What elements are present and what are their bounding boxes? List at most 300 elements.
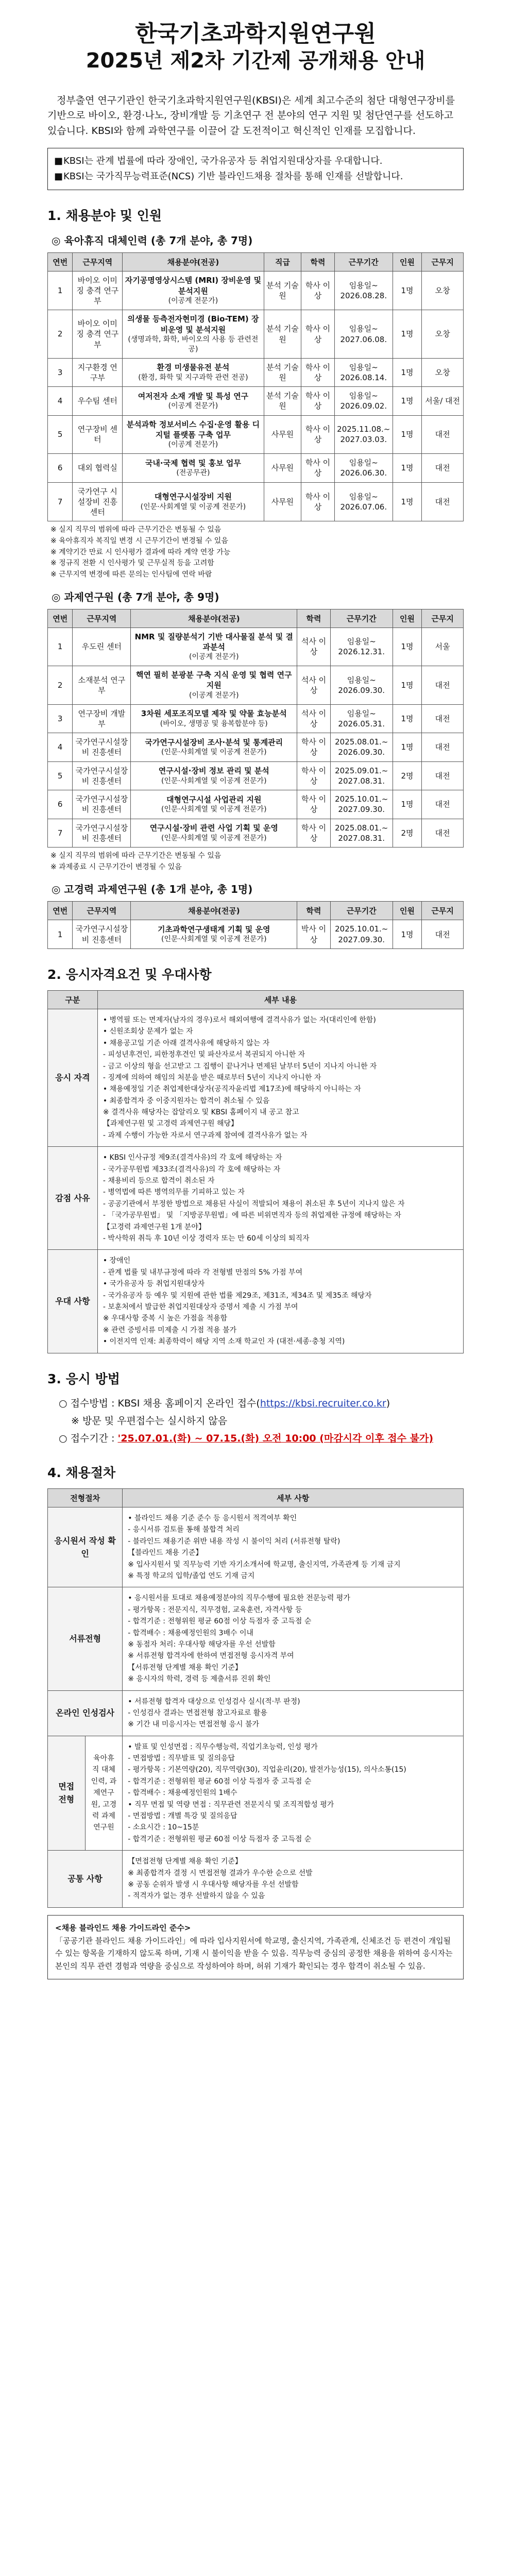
detail-line: - 적격자가 없는 경우 선발하지 않을 수 있음 bbox=[128, 1892, 265, 1901]
detail-line: • 서류전형 합격자 대상으로 인성검사 실시(적·부 판정) bbox=[128, 1697, 300, 1706]
section1-sub2: ◎ 과제연구원 (총 7개 분야, 총 9명) bbox=[52, 590, 219, 603]
headcount: 2명 bbox=[393, 819, 421, 848]
detail-line: - 「국가공무원법」 및 「지방공무원법」에 따른 비위면직자 등의 취업제한 규정에 해당하는 자 bbox=[103, 1211, 401, 1220]
guide-body: 「공공기관 블라인드 채용 가이드라인」에 따라 입사지원서에 학교명, 출신지역, 가족관계, 신체조건 등 편견이 개입될 수 있는 항목을 기재하지 않도록 하며, 기재 시 불이익을 받을 수 있음. 직무능력 중심의 공정한 채용을 위하여 응시자는 본인의 직무 관련 경험과 역량을 중심으로 작성하여야 하며, 허위 기재가 확인되는 경우 합격이 취소될 수 있음. bbox=[55, 1936, 453, 1971]
table-row bbox=[48, 482, 464, 521]
table-row bbox=[48, 761, 464, 790]
table-row bbox=[48, 271, 464, 310]
notice-box bbox=[47, 148, 464, 190]
detail-line: - 징계에 의하여 해임의 처분을 받은 때로부터 5년이 지나지 아니한 자 bbox=[103, 1073, 321, 1082]
footnote: ※ 과제종료 시 근무기간이 변경될 수 있음 bbox=[50, 862, 182, 871]
detail-line: ※ 우대사항 중복 시 높은 가점을 적용함 bbox=[103, 1314, 228, 1323]
detail-line: • 채용예정일 기준 취업제한대상자(공직자윤리법 제17조)에 해당하지 아니하는 자 bbox=[103, 1085, 361, 1094]
job-grade: 분석 기술원 bbox=[264, 310, 301, 358]
detail-line: 【과제연구원 및 고경력 과제연구원 해당】 bbox=[103, 1120, 239, 1128]
col-header: 채용분야(전공) bbox=[123, 252, 264, 271]
detail-line: ※ 최종합격자 결정 시 면접전형 결과가 우수한 순으로 선발 bbox=[128, 1869, 313, 1877]
work-period: 임용일~ 2026.09.30. bbox=[330, 666, 393, 704]
col-header: 근무지역 bbox=[73, 902, 131, 920]
detail-line: - 국가유공자 등 예우 및 지원에 관한 법률 제29조, 제31조, 제34조 및 제35조 해당자 bbox=[103, 1291, 372, 1300]
col-header: 직급 bbox=[264, 252, 301, 271]
work-unit: 대외 협력실 bbox=[73, 454, 123, 483]
work-period: 임용일~ 2026.07.06. bbox=[334, 482, 393, 521]
detail-line: - 박사학위 취득 후 10년 이상 경력자 또는 만 60세 이상의 퇴직자 bbox=[103, 1234, 310, 1243]
detail-line: - 인성검사 결과는 면접전형 참고자료로 활용 bbox=[128, 1708, 267, 1717]
col-header: 연번 bbox=[48, 902, 73, 920]
guide-title: <채용 블라인드 채용 가이드라인 준수> bbox=[55, 1923, 191, 1933]
job-title: 분석과학 정보서비스 수집·운영 활용 디지털 플랫폼 구축 업무 bbox=[126, 419, 260, 439]
stage-detail bbox=[123, 1851, 464, 1908]
application-method bbox=[59, 1395, 464, 1448]
stage-sublabel: 육아휴직 대체인력, 과제연구원, 고경력 과제 연구원 bbox=[85, 1736, 123, 1851]
detail-line: - 채용비리 등으로 합격이 취소된 자 bbox=[103, 1177, 215, 1185]
job-major: (인문·사회계열 및 이공계 전문가) bbox=[161, 776, 267, 785]
col-header: 근무기간 bbox=[330, 609, 393, 628]
work-unit: 국가연구 시설장비 진흥센터 bbox=[73, 482, 123, 521]
work-period: 임용일~ 2026.06.30. bbox=[334, 454, 393, 483]
row-number: 5 bbox=[48, 415, 73, 453]
detail-line: • 블라인드 채용 기준 준수 등 응시원서 적격여부 확인 bbox=[128, 1514, 297, 1523]
table-row bbox=[48, 387, 464, 416]
job-title: NMR 및 질량분석기 기반 대사물질 분석 및 결과분석 bbox=[134, 632, 293, 652]
section2-heading: 2. 응시자격요건 및 우대사항 bbox=[47, 967, 212, 982]
location: 대전 bbox=[422, 920, 464, 949]
table-row bbox=[48, 628, 464, 666]
job-major: (바이오, 생명공 및 융복합분야 등) bbox=[160, 719, 268, 728]
detail-line: 【면접전형 단계별 채용 확인 기준】 bbox=[128, 1857, 242, 1866]
detail-line: 【고경력 과제연구원 1개 분야】 bbox=[103, 1223, 206, 1231]
section3-heading: 3. 응시 방법 bbox=[47, 1371, 120, 1386]
detail-line: ※ 입사지원서 및 직무능력 기반 자기소개서에 학교명, 출신지역, 가족관계 등 기재 금지 bbox=[128, 1560, 401, 1569]
notice-item: ■KBSI는 관계 법률에 따라 장애인, 국가유공자 등 취업지원대상자를 우대합니다. bbox=[54, 154, 457, 169]
education: 학사 이상 bbox=[297, 790, 331, 819]
work-unit: 소재분석 연구부 bbox=[73, 666, 131, 704]
education: 학사 이상 bbox=[301, 310, 335, 358]
col-header: 학력 bbox=[297, 609, 331, 628]
footnote: ※ 육아휴직자 복직일 변경 시 근무기간이 변경될 수 있음 bbox=[50, 537, 228, 546]
location: 서울/ 대전 bbox=[422, 387, 464, 416]
parental-leave-table bbox=[47, 252, 464, 522]
job-grade: 분석 기술원 bbox=[264, 358, 301, 387]
detail-line: - 평가항목 : 전문지식, 직무경험, 교육훈련, 자격사항 등 bbox=[128, 1605, 302, 1614]
row-number: 3 bbox=[48, 704, 73, 733]
detail-line: • 채용공고일 기준 아래 결격사유에 해당하지 않는 자 bbox=[103, 1039, 270, 1047]
detail-line: - 관계 법률 및 내부규정에 따라 각 전형별 만점의 5% 가점 부여 bbox=[103, 1268, 303, 1277]
detail-line: • 응시원서를 토대로 채용예정분야의 직무수행에 필요한 전문능력 평가 bbox=[128, 1594, 350, 1603]
detail-line: - 응시서류 검토를 통해 불합격 처리 bbox=[128, 1526, 240, 1534]
job-field bbox=[131, 790, 297, 819]
col-header: 세부 사항 bbox=[123, 1489, 464, 1507]
work-period: 임용일~ 2026.08.28. bbox=[334, 271, 393, 310]
row-detail bbox=[97, 1009, 463, 1146]
detail-line: - 블라인드 채용기준 위반 내용 작성 시 불이익 처리 (서류전형 탈락) bbox=[128, 1537, 340, 1546]
location: 대전 bbox=[422, 761, 464, 790]
location: 대전 bbox=[422, 704, 464, 733]
row-number: 7 bbox=[48, 482, 73, 521]
job-title: 의생물 등측전자현미경 (Bio-TEM) 장비운영 및 분석지원 bbox=[127, 314, 259, 334]
job-grade: 분석 기술원 bbox=[264, 387, 301, 416]
work-period: 임용일~ 2026.08.14. bbox=[334, 358, 393, 387]
row-number: 2 bbox=[48, 666, 73, 704]
job-major: (이공계 전문가) bbox=[168, 402, 218, 411]
work-period: 임용일~ 2026.05.31. bbox=[330, 704, 393, 733]
job-grade: 사무원 bbox=[264, 482, 301, 521]
row-label: 우대 사항 bbox=[48, 1250, 98, 1353]
col-header: 구분 bbox=[48, 990, 98, 1009]
col-header: 근무지역 bbox=[73, 252, 123, 271]
education: 학사 이상 bbox=[297, 733, 331, 762]
table-row bbox=[48, 704, 464, 733]
work-period: 2025.11.08.~ 2027.03.03. bbox=[334, 415, 393, 453]
job-field bbox=[131, 628, 297, 666]
row-number: 6 bbox=[48, 454, 73, 483]
stage-detail bbox=[123, 1507, 464, 1587]
detail-line: ※ 서류전형 합격자에 한하여 면접전형 응시자격 부여 bbox=[128, 1652, 294, 1660]
location: 오창 bbox=[422, 310, 464, 358]
job-field bbox=[131, 920, 297, 949]
job-title: 국가연구시설장비 조사·분석 및 통계관리 bbox=[145, 737, 283, 747]
work-period: 2025.08.01.~ 2027.08.31. bbox=[330, 819, 393, 848]
row-number: 1 bbox=[48, 271, 73, 310]
apply-method-line: ○ 접수방법 : KBSI 채용 홈페이지 온라인 접수(https://kbsi.recruiter.co.kr) bbox=[59, 1397, 390, 1409]
footnote: ※ 근무지역 변경에 따른 문의는 인사팀에 연락 바람 bbox=[50, 570, 212, 579]
job-major: (이공계 전문가) bbox=[189, 691, 239, 700]
job-title: 국내·국제 협력 및 홍보 업무 bbox=[145, 458, 241, 468]
work-period: 2025.09.01.~ 2027.08.31. bbox=[330, 761, 393, 790]
headcount: 2명 bbox=[393, 761, 421, 790]
work-unit: 국가연구시설장비 진흥센터 bbox=[73, 761, 131, 790]
headcount: 1명 bbox=[393, 310, 421, 358]
recruit-site-link[interactable]: https://kbsi.recruiter.co.kr bbox=[260, 1397, 386, 1409]
qualification-table bbox=[47, 990, 464, 1353]
row-number: 4 bbox=[48, 387, 73, 416]
job-title: 여저전자 소재 개발 및 특성 연구 bbox=[138, 391, 249, 401]
work-unit: 바이오 이미징 충격 연구부 bbox=[73, 310, 123, 358]
detail-line: - 면접방법 : 직무발표 및 질의응답 bbox=[128, 1754, 235, 1763]
job-field bbox=[123, 454, 264, 483]
job-field bbox=[131, 819, 297, 848]
job-title: 기초과학연구생태계 기획 및 운영 bbox=[158, 925, 270, 935]
job-major: (전공무관) bbox=[176, 469, 210, 478]
job-title: 대형연구시설장비 지원 bbox=[154, 492, 232, 502]
headcount: 1명 bbox=[393, 358, 421, 387]
notice-item: ■KBSI는 국가직무능력표준(NCS) 기반 블라인드채용 절차를 통해 인재를 선발합니다. bbox=[54, 169, 457, 184]
job-field bbox=[123, 415, 264, 453]
education: 학사 이상 bbox=[301, 482, 335, 521]
job-title: 환경 미생물유전 분석 bbox=[157, 363, 230, 372]
education: 석사 이상 bbox=[297, 628, 331, 666]
col-header: 전형절차 bbox=[48, 1489, 123, 1507]
page-subtitle: 2025년 제2차 기간제 공개채용 안내 bbox=[86, 49, 425, 73]
row-label: 응시 자격 bbox=[48, 1009, 98, 1146]
detail-line: • 병역필 또는 면제자(남자의 경우)로서 해외여행에 결격사유가 없는 자(대리인에 한함) bbox=[103, 1015, 376, 1024]
job-grade: 사무원 bbox=[264, 415, 301, 453]
detail-line: • 이전지역 인재: 최종학력이 해당 지역 소재 학교인 자 (대전·세종·충청 지역) bbox=[103, 1337, 345, 1346]
detail-line: - 평가항목 : 기본역량(20), 직무역량(30), 직업윤리(20), 발전가능성(15), 의사소통(15) bbox=[128, 1766, 406, 1774]
work-period: 임용일~ 2027.06.08. bbox=[334, 310, 393, 358]
table1-notes bbox=[50, 524, 464, 580]
detail-line: - 국가공무원법 제33조(결격사유)의 각 호에 해당하는 자 bbox=[103, 1165, 281, 1174]
education: 학사 이상 bbox=[301, 358, 335, 387]
job-title: 대형연구시설 사업관리 지원 bbox=[166, 794, 262, 804]
col-header: 인원 bbox=[393, 609, 421, 628]
job-title: 연구시설·장비 정보 관리 및 분석 bbox=[158, 766, 269, 776]
education: 학사 이상 bbox=[301, 415, 335, 453]
job-field bbox=[131, 704, 297, 733]
table-row bbox=[48, 1690, 464, 1736]
footnote: ※ 정규직 전환 시 인사평가 및 근무실적 등을 고려함 bbox=[50, 559, 214, 568]
col-header: 인원 bbox=[393, 252, 421, 271]
work-period: 2025.08.01.~ 2026.09.30. bbox=[330, 733, 393, 762]
table2-notes bbox=[50, 851, 464, 873]
headcount: 1명 bbox=[393, 628, 421, 666]
work-period: 2025.10.01.~ 2027.09.30. bbox=[330, 790, 393, 819]
detail-line: ※ 공동 순위자 발생 시 우대사항 해당자를 우선 선발함 bbox=[128, 1880, 299, 1889]
location: 대전 bbox=[422, 733, 464, 762]
education: 석사 이상 bbox=[297, 666, 331, 704]
col-header: 세부 내용 bbox=[97, 990, 463, 1009]
location: 대전 bbox=[422, 454, 464, 483]
square-bullet-icon: ■ bbox=[54, 156, 63, 167]
location: 대전 bbox=[422, 819, 464, 848]
location: 대전 bbox=[422, 482, 464, 521]
row-number: 5 bbox=[48, 761, 73, 790]
work-period: 임용일~ 2026.12.31. bbox=[330, 628, 393, 666]
table-row bbox=[48, 1250, 464, 1353]
stage-detail bbox=[123, 1690, 464, 1736]
headcount: 1명 bbox=[393, 454, 421, 483]
row-label: 감점 사유 bbox=[48, 1147, 98, 1250]
education: 학사 이상 bbox=[297, 761, 331, 790]
table-row bbox=[48, 1507, 464, 1587]
row-detail bbox=[97, 1250, 463, 1353]
table-row bbox=[48, 1147, 464, 1250]
section1-sub1: ◎ 육아휴직 대체인력 (총 7개 분야, 총 7명) bbox=[52, 234, 253, 247]
detail-line: - 병역법에 따른 병역의무를 기피하고 있는 자 bbox=[103, 1188, 245, 1197]
apply-note-line: ※ 방문 및 우편접수는 실시하지 않음 bbox=[71, 1415, 228, 1427]
job-field bbox=[123, 387, 264, 416]
intro-paragraph: 정부출연 연구기관인 한국기초과학지원연구원(KBSI)은 세계 최고수준의 첨단 대형연구장비를 기반으로 바이오, 환경·나노, 장비개발 등 기초연구 전 분야의 연구 지원 및 첨단연구를 선도하고 있습니다. KBSI와 함께 과학연구를 이끌어 갈 도전적이고 혁신적인 인재를 모집합니다. bbox=[47, 95, 455, 137]
table-row bbox=[48, 310, 464, 358]
job-major: (이공계 전문가) bbox=[168, 440, 218, 449]
col-header: 근무기간 bbox=[334, 252, 393, 271]
job-major: (환경, 화학 및 지구과학 관련 전공) bbox=[138, 373, 248, 382]
col-header: 채용분야(전공) bbox=[131, 609, 297, 628]
headcount: 1명 bbox=[393, 920, 421, 949]
work-unit: 국가연구시설장비 진흥센터 bbox=[73, 733, 131, 762]
row-number: 1 bbox=[48, 920, 73, 949]
education: 학사 이상 bbox=[301, 454, 335, 483]
detail-line: - 금고 이상의 형을 선고받고 그 집행이 끝나거나 면제된 날부터 5년이 지나지 아니한 자 bbox=[103, 1062, 377, 1071]
detail-line: - 피성년후견인, 피한정후견인 및 파산자로서 복권되지 아니한 자 bbox=[103, 1050, 305, 1059]
headcount: 1명 bbox=[393, 415, 421, 453]
table-row bbox=[48, 1587, 464, 1690]
col-header: 근무지 bbox=[422, 609, 464, 628]
job-field bbox=[131, 733, 297, 762]
table-row bbox=[48, 415, 464, 453]
location: 대전 bbox=[422, 790, 464, 819]
detail-line: - 면접방법 : 개별 특강 및 질의응답 bbox=[128, 1812, 237, 1821]
detail-line: • KBSI 인사규정 제9조(결격사유)의 각 호에 해당하는 자 bbox=[103, 1154, 282, 1162]
table-row bbox=[48, 819, 464, 848]
table-row bbox=[48, 666, 464, 704]
education: 석사 이상 bbox=[297, 704, 331, 733]
job-field bbox=[123, 271, 264, 310]
footnote: ※ 계약기간 만료 시 인사평가 결과에 따라 계약 연장 가능 bbox=[50, 548, 231, 556]
table-row bbox=[48, 790, 464, 819]
detail-line: ※ 기간 내 미응시자는 면접전형 응시 불가 bbox=[128, 1720, 260, 1729]
col-header: 인원 bbox=[393, 902, 421, 920]
procedure-table bbox=[47, 1488, 464, 1908]
job-major: (인문·사회계열 및 이공계 전문가) bbox=[161, 834, 267, 842]
work-period: 2025.10.01.~ 2027.09.30. bbox=[330, 920, 393, 949]
col-header: 근무기간 bbox=[330, 902, 393, 920]
detail-line: • 최종합격자 중 이중지원자는 합격이 취소될 수 있음 bbox=[103, 1096, 270, 1105]
headcount: 1명 bbox=[393, 482, 421, 521]
blind-hiring-guide bbox=[47, 1915, 464, 1979]
stage-detail bbox=[123, 1736, 464, 1851]
work-period: 임용일~ 2026.09.02. bbox=[334, 387, 393, 416]
footnote: ※ 실지 직무의 범위에 따라 근무기간은 변동될 수 있음 bbox=[50, 852, 222, 860]
section1-sub3: ◎ 고경력 과제연구원 (총 1개 분야, 총 1명) bbox=[52, 883, 253, 896]
work-unit: 우도린 센터 bbox=[73, 628, 131, 666]
row-number: 2 bbox=[48, 310, 73, 358]
job-field bbox=[123, 358, 264, 387]
stage-label: 면접 전형 bbox=[48, 1736, 86, 1851]
job-title: 연구시설·장비 관련 사업 기획 및 운영 bbox=[149, 823, 278, 833]
job-field bbox=[131, 666, 297, 704]
job-major: (인문·사회계열 및 이공계 전문가) bbox=[161, 935, 267, 944]
row-number: 6 bbox=[48, 790, 73, 819]
senior-researcher-table bbox=[47, 901, 464, 949]
col-header: 학력 bbox=[301, 252, 335, 271]
detail-line: - 공공기관에서 부정한 방법으로 채용된 사실이 적발되어 채용이 취소된 후 5년이 지나지 않은 자 bbox=[103, 1199, 405, 1208]
table-row bbox=[48, 1851, 464, 1908]
education: 학사 이상 bbox=[297, 819, 331, 848]
headcount: 1명 bbox=[393, 666, 421, 704]
education: 학사 이상 bbox=[301, 271, 335, 310]
col-header: 근무지역 bbox=[73, 609, 131, 628]
detail-line: ※ 특정 학교의 입학/졸업 연도 기재 금지 bbox=[128, 1572, 255, 1581]
work-unit: 지구환경 연구부 bbox=[73, 358, 123, 387]
detail-line: - 보훈처에서 발급한 취업지원대상자 증명서 제출 시 가점 부여 bbox=[103, 1302, 298, 1311]
location: 오창 bbox=[422, 271, 464, 310]
detail-line: ※ 결격사유 해당자는 잡알리오 및 KBSI 홈페이지 내 공고 참고 bbox=[103, 1108, 299, 1117]
job-field bbox=[123, 482, 264, 521]
col-header: 연번 bbox=[48, 252, 73, 271]
detail-line: 【서류전형 단계별 채용 확인 기준】 bbox=[128, 1663, 242, 1672]
col-header: 근무지 bbox=[422, 252, 464, 271]
detail-line: • 신원조회상 문제가 없는 자 bbox=[103, 1027, 193, 1036]
table-row bbox=[48, 358, 464, 387]
job-field bbox=[123, 310, 264, 358]
detail-line: • 직무 면접 및 역량 면접 : 직무관련 전문지식 및 조직적합성 평가 bbox=[128, 1800, 334, 1809]
apply-period-value: '25.07.01.(화) ~ 07.15.(화) 오전 10:00 (마감시각 이후 접수 불가) bbox=[117, 1432, 433, 1444]
location: 서울 bbox=[422, 628, 464, 666]
page-title: 한국기초과학지원연구원 bbox=[135, 21, 376, 47]
table-row bbox=[48, 454, 464, 483]
square-bullet-icon: ■ bbox=[54, 171, 63, 182]
education: 학사 이상 bbox=[301, 387, 335, 416]
stage-detail bbox=[123, 1587, 464, 1690]
detail-line: ※ 관련 증빙서류 미제출 시 가점 적용 불가 bbox=[103, 1326, 237, 1334]
project-researcher-table bbox=[47, 609, 464, 848]
footnote: ※ 실지 직무의 범위에 따라 근무기간은 변동될 수 있음 bbox=[50, 526, 222, 534]
detail-line: - 합격배수 : 채용예정인원의 1배수 bbox=[128, 1789, 237, 1798]
detail-line: - 합격기준 : 전형위원 평균 60점 이상 득점자 중 고득점 순 bbox=[128, 1835, 312, 1843]
job-major: (인문·사회계열 및 이공계 전문가) bbox=[140, 502, 246, 511]
location: 대전 bbox=[422, 415, 464, 453]
col-header: 연번 bbox=[48, 609, 73, 628]
section1-heading: 1. 채용분야 및 인원 bbox=[47, 208, 162, 223]
detail-line: - 소요시간 : 10~15분 bbox=[128, 1823, 199, 1832]
job-major: (인문·사회계열 및 이공계 전문가) bbox=[161, 748, 267, 756]
work-unit: 국가연구시설장비 진흥센터 bbox=[73, 790, 131, 819]
job-grade: 분석 기술원 bbox=[264, 271, 301, 310]
detail-line: • 국가유공자 등 취업지원대상자 bbox=[103, 1280, 205, 1289]
work-unit: 우수팀 센터 bbox=[73, 387, 123, 416]
detail-line: - 합격기준 : 전형위원 평균 60점 이상 득점자 중 고득점 순 bbox=[128, 1777, 312, 1786]
job-title: 3차원 세포조직모델 제작 및 약물 효능분석 bbox=[141, 709, 287, 719]
headcount: 1명 bbox=[393, 733, 421, 762]
detail-line: - 합격기준 : 전형위원 평균 60점 이상 득점자 중 고득점 순 bbox=[128, 1617, 312, 1626]
row-number: 1 bbox=[48, 628, 73, 666]
work-unit: 연구장비 센터 bbox=[73, 415, 123, 453]
col-header: 근무지 bbox=[422, 902, 464, 920]
headcount: 1명 bbox=[393, 790, 421, 819]
stage-label: 서류전형 bbox=[48, 1587, 123, 1690]
job-major: (생명과학, 화학, 바이오의 사용 등 관련전공) bbox=[128, 335, 259, 353]
table-row bbox=[48, 733, 464, 762]
row-number: 3 bbox=[48, 358, 73, 387]
table-row bbox=[48, 1736, 464, 1851]
col-header: 학력 bbox=[297, 902, 331, 920]
table-row bbox=[48, 920, 464, 949]
work-unit: 바이오 이미징 충격 연구부 bbox=[73, 271, 123, 310]
apply-period-line: ○ 접수기간 : '25.07.01.(화) ~ 07.15.(화) 오전 10:00 (마감시각 이후 접수 불가) bbox=[59, 1432, 433, 1444]
headcount: 1명 bbox=[393, 271, 421, 310]
detail-line: - 합격배수 : 채용예정인원의 3배수 이내 bbox=[128, 1629, 254, 1637]
stage-label: 응시원서 작성 확인 bbox=[48, 1507, 123, 1587]
headcount: 1명 bbox=[393, 704, 421, 733]
headcount: 1명 bbox=[393, 387, 421, 416]
table-row bbox=[48, 1009, 464, 1146]
job-major: (이공계 전문가) bbox=[189, 653, 239, 662]
detail-line: • 장애인 bbox=[103, 1257, 131, 1265]
job-grade: 사무원 bbox=[264, 454, 301, 483]
detail-line: ※ 응시자의 학력, 경력 등 제출서류 진위 확인 bbox=[128, 1675, 271, 1684]
detail-line: ※ 동점자 처리: 우대사항 해당자를 우선 선발함 bbox=[128, 1640, 276, 1649]
education: 박사 이상 bbox=[297, 920, 331, 949]
section4-heading: 4. 채용절차 bbox=[47, 1465, 116, 1481]
detail-line: 【블라인드 채용 기준】 bbox=[128, 1549, 203, 1557]
job-title: 핵연 필히 분광분 구축 지식 운영 및 협력 연구 지원 bbox=[135, 670, 292, 690]
row-number: 4 bbox=[48, 733, 73, 762]
detail-line: - 과제 수행이 가능한 자로서 연구과제 참여에 결격사유가 없는 자 bbox=[103, 1131, 308, 1140]
work-unit: 연구장비 개발부 bbox=[73, 704, 131, 733]
row-number: 7 bbox=[48, 819, 73, 848]
stage-label: 공통 사항 bbox=[48, 1851, 123, 1908]
row-detail bbox=[97, 1147, 463, 1250]
location: 대전 bbox=[422, 666, 464, 704]
col-header: 채용분야(전공) bbox=[131, 902, 297, 920]
detail-line: • 발표 및 인성면접 : 직무수행능력, 직업기초능력, 인성 평가 bbox=[128, 1742, 318, 1751]
stage-label: 온라인 인성검사 bbox=[48, 1690, 123, 1736]
job-major: (이공계 전문가) bbox=[168, 296, 218, 305]
work-unit: 국가연구시설장비 진흥센터 bbox=[73, 920, 131, 949]
location: 오창 bbox=[422, 358, 464, 387]
job-major: (인문·사회계열 및 이공계 전문가) bbox=[161, 805, 267, 814]
